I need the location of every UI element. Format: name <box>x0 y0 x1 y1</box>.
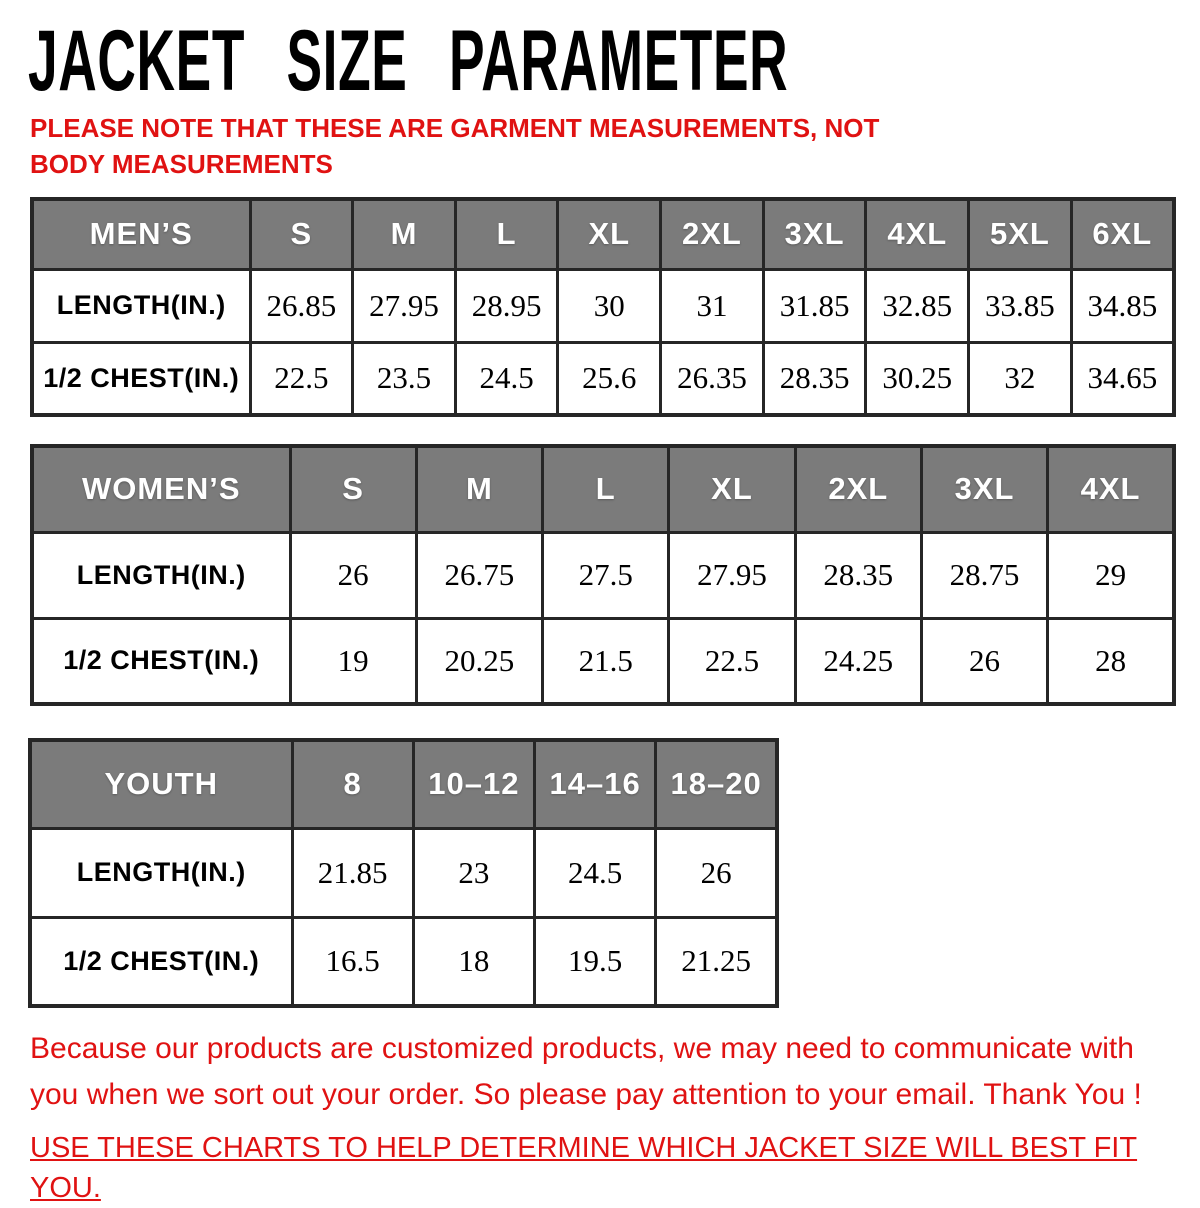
mens-table-title-cell: MEN’S <box>32 199 250 269</box>
womens-measurement-value: 28.75 <box>921 532 1047 618</box>
youth-size-header-cell: 14–16 <box>535 740 656 828</box>
youth-size-header-cell: 18–20 <box>656 740 777 828</box>
mens-header-row <box>32 199 1174 269</box>
mens-size-header-cell: 3XL <box>763 199 866 269</box>
youth-row-label: 1/2 CHEST(IN.) <box>30 917 292 1006</box>
fit-instruction-note: USE THESE CHARTS TO HELP DETERMINE WHICH JACKET SIZE WILL BEST FIT YOU. <box>30 1132 1138 1204</box>
womens-size-table-grid <box>30 444 1176 706</box>
womens-measurement-value: 27.95 <box>669 532 795 618</box>
womens-measurement-value: 22.5 <box>669 618 795 704</box>
womens-measurement-value: 20.25 <box>416 618 542 704</box>
mens-measurement-value: 26.85 <box>250 269 353 342</box>
mens-measurement-value: 24.5 <box>455 342 558 415</box>
youth-size-header-cell: 8 <box>292 740 413 828</box>
mens-measurement-value: 31 <box>661 269 764 342</box>
mens-size-header-cell: L <box>455 199 558 269</box>
mens-data-row <box>32 269 1174 342</box>
mens-measurement-value: 25.6 <box>558 342 661 415</box>
womens-size-header-cell: 3XL <box>921 446 1047 532</box>
youth-size-header-cell: 10–12 <box>413 740 534 828</box>
mens-data-row <box>32 342 1174 415</box>
mens-row-label: 1/2 CHEST(IN.) <box>32 342 250 415</box>
mens-size-header-cell: M <box>353 199 456 269</box>
womens-measurement-value: 26 <box>921 618 1047 704</box>
mens-measurement-value: 33.85 <box>969 269 1072 342</box>
womens-measurement-value: 27.5 <box>543 532 669 618</box>
womens-measurement-value: 28 <box>1048 618 1174 704</box>
womens-table-title-cell: WOMEN’S <box>32 446 290 532</box>
mens-measurement-value: 28.95 <box>455 269 558 342</box>
womens-size-header-cell: L <box>543 446 669 532</box>
mens-size-table-grid <box>30 197 1176 417</box>
youth-measurement-value: 23 <box>413 828 534 917</box>
womens-measurement-value: 21.5 <box>543 618 669 704</box>
womens-data-row <box>32 532 1174 618</box>
youth-measurement-value: 26 <box>656 828 777 917</box>
mens-measurement-value: 31.85 <box>763 269 866 342</box>
mens-measurement-value: 32.85 <box>866 269 969 342</box>
page-title: JACKET SIZE PARAMETER <box>28 13 789 109</box>
youth-data-row <box>30 917 777 1006</box>
youth-measurement-value: 21.85 <box>292 828 413 917</box>
youth-size-table <box>28 738 779 1008</box>
womens-header-row <box>32 446 1174 532</box>
mens-measurement-value: 30.25 <box>866 342 969 415</box>
garment-measurement-note: PLEASE NOTE THAT THESE ARE GARMENT MEASUREMENTS, NOT BODY MEASUREMENTS <box>30 113 880 179</box>
mens-measurement-value: 26.35 <box>661 342 764 415</box>
mens-size-header-cell: 2XL <box>661 199 764 269</box>
mens-size-table <box>30 197 1176 417</box>
womens-data-row <box>32 618 1174 704</box>
youth-table-title-cell: YOUTH <box>30 740 292 828</box>
youth-header-row <box>30 740 777 828</box>
custom-order-note: Because our products are customized products, we may need to communicate with you when we sort out your order. So please pay attention to your email. Thank You ! <box>30 1032 1142 1111</box>
youth-measurement-value: 21.25 <box>656 917 777 1006</box>
mens-size-header-cell: 5XL <box>969 199 1072 269</box>
youth-measurement-value: 18 <box>413 917 534 1006</box>
mens-measurement-value: 34.65 <box>1071 342 1174 415</box>
youth-data-row <box>30 828 777 917</box>
womens-measurement-value: 26 <box>290 532 416 618</box>
womens-measurement-value: 24.25 <box>795 618 921 704</box>
mens-measurement-value: 30 <box>558 269 661 342</box>
womens-measurement-value: 28.35 <box>795 532 921 618</box>
mens-size-header-cell: 6XL <box>1071 199 1174 269</box>
womens-size-table <box>30 444 1176 706</box>
mens-measurement-value: 23.5 <box>353 342 456 415</box>
womens-size-header-cell: M <box>416 446 542 532</box>
womens-measurement-value: 19 <box>290 618 416 704</box>
womens-row-label: LENGTH(IN.) <box>32 532 290 618</box>
mens-measurement-value: 28.35 <box>763 342 866 415</box>
womens-row-label: 1/2 CHEST(IN.) <box>32 618 290 704</box>
mens-measurement-value: 22.5 <box>250 342 353 415</box>
mens-size-header-cell: 4XL <box>866 199 969 269</box>
womens-measurement-value: 26.75 <box>416 532 542 618</box>
mens-size-header-cell: S <box>250 199 353 269</box>
youth-measurement-value: 19.5 <box>535 917 656 1006</box>
womens-size-header-cell: S <box>290 446 416 532</box>
womens-measurement-value: 29 <box>1048 532 1174 618</box>
mens-measurement-value: 32 <box>969 342 1072 415</box>
mens-measurement-value: 27.95 <box>353 269 456 342</box>
youth-row-label: LENGTH(IN.) <box>30 828 292 917</box>
mens-row-label: LENGTH(IN.) <box>32 269 250 342</box>
mens-measurement-value: 34.85 <box>1071 269 1174 342</box>
mens-size-header-cell: XL <box>558 199 661 269</box>
womens-size-header-cell: 4XL <box>1048 446 1174 532</box>
youth-measurement-value: 24.5 <box>535 828 656 917</box>
youth-size-table-grid <box>28 738 779 1008</box>
womens-size-header-cell: XL <box>669 446 795 532</box>
womens-size-header-cell: 2XL <box>795 446 921 532</box>
youth-measurement-value: 16.5 <box>292 917 413 1006</box>
